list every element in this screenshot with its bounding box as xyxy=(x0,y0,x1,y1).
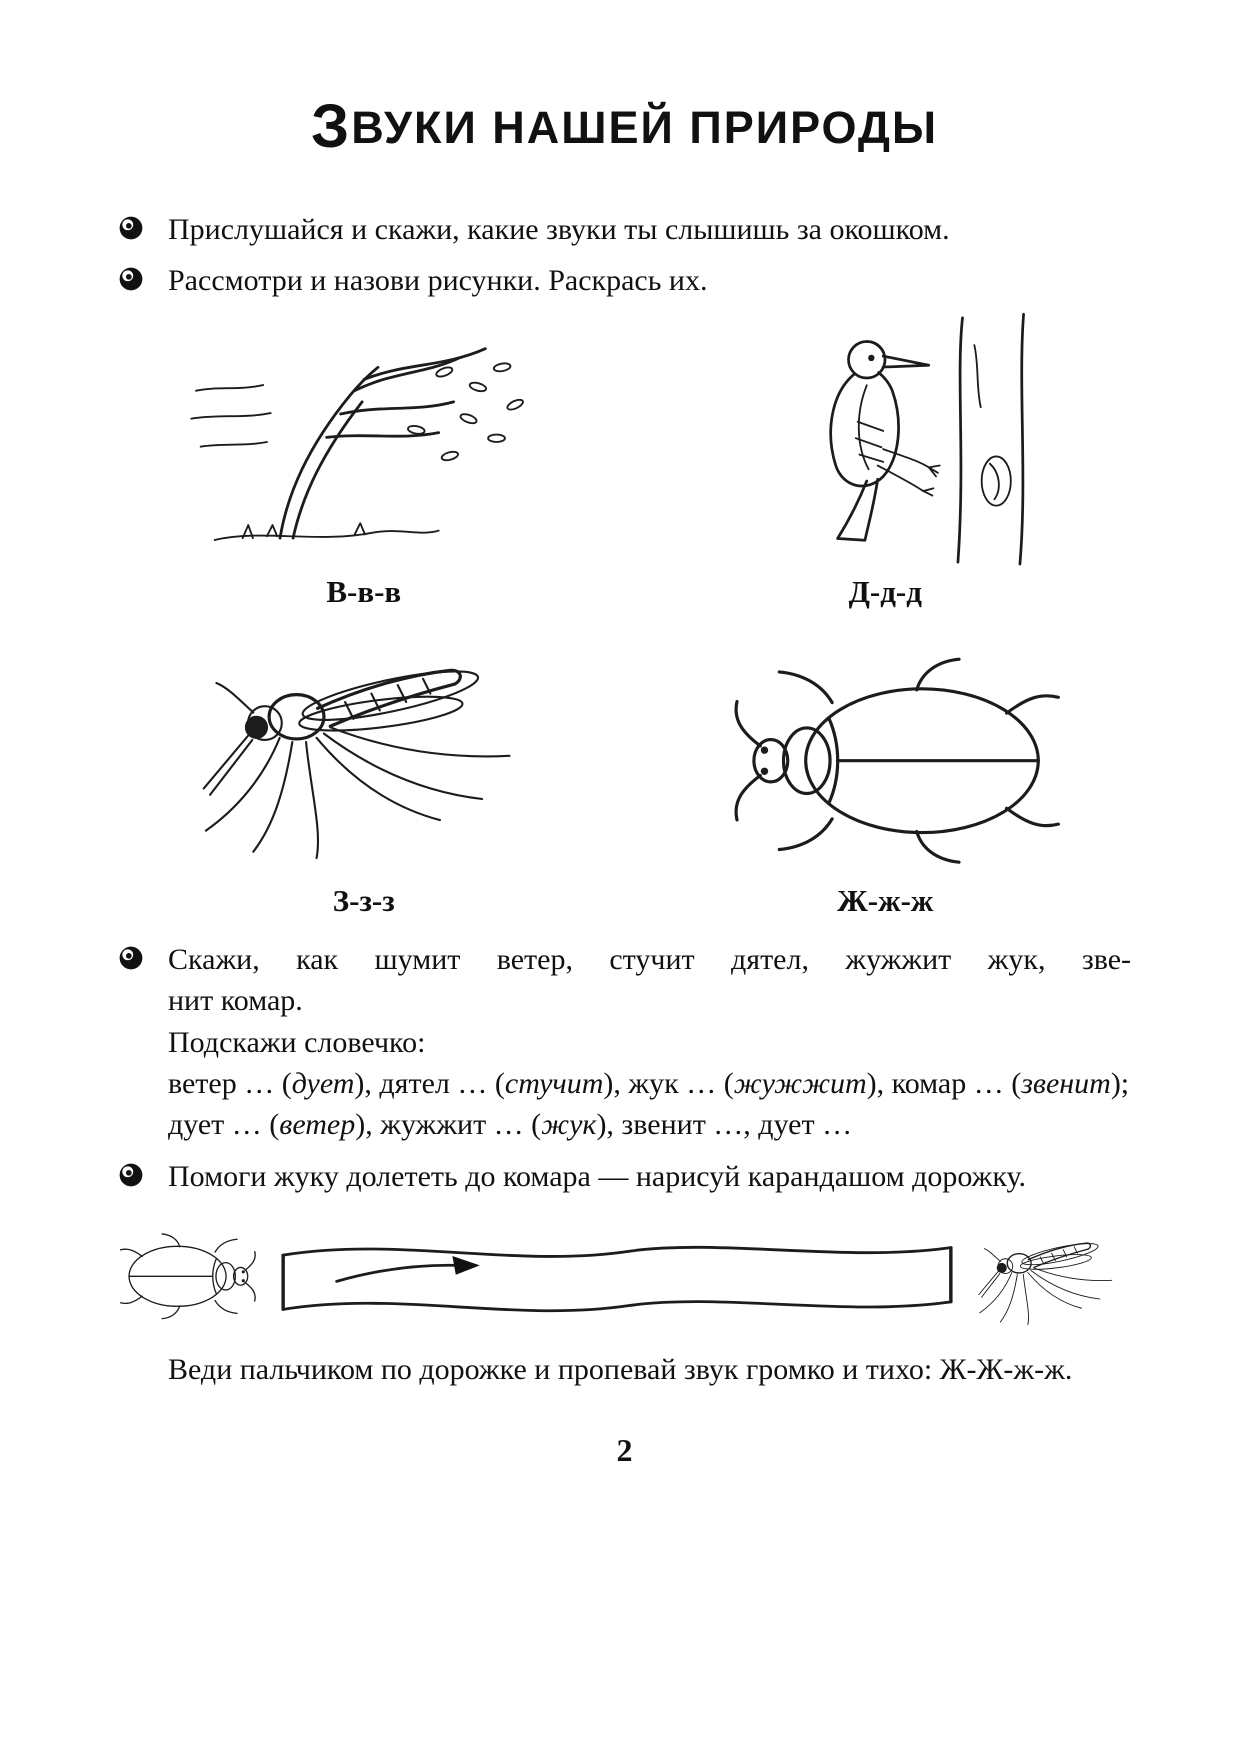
path-exercise xyxy=(118,1223,1131,1333)
answer-word: ветер xyxy=(279,1108,356,1142)
task-draw-path xyxy=(118,1156,1131,1197)
small-mosquito-drawing xyxy=(966,1223,1131,1333)
task-draw-path-text: Помоги жуку долететь до комара — нарисуй карандашом дорожку. xyxy=(168,1159,1027,1193)
sentence-line: Скажи, как шумит ветер, стучит дятел, жужжит жук, зве- xyxy=(168,942,1131,976)
figure-woodpecker xyxy=(640,312,1132,610)
answer-word: жук xyxy=(541,1108,597,1142)
text-segment: ), комар … ( xyxy=(866,1066,1022,1100)
figure-wind-tree xyxy=(118,312,610,610)
bullet-icon xyxy=(118,1156,168,1188)
bullet-icon xyxy=(118,209,168,241)
caption-beetle: Ж-ж-ж xyxy=(837,882,934,918)
answer-word: жужжит xyxy=(733,1066,867,1100)
task-listen-text: Прислушайся и скажи, какие звуки ты слышишь за окошком. xyxy=(168,213,950,246)
text-segment: ); xyxy=(1110,1066,1130,1100)
text-segment: ветер … ( xyxy=(168,1066,292,1100)
sentence-line: нит комар. xyxy=(168,984,303,1018)
figures-grid xyxy=(118,312,1131,919)
fill-in-row-2 xyxy=(168,1104,1131,1145)
mosquito-drawing xyxy=(174,624,554,877)
caption-wind: В-в-в xyxy=(326,573,402,609)
caption-woodpecker: Д-д-д xyxy=(848,573,922,609)
final-instruction: Веди пальчиком по дорожке и пропевай звук громко и тихо: Ж-Ж-ж-ж. xyxy=(168,1353,1073,1387)
text-segment: ), жужжит … ( xyxy=(355,1108,542,1142)
small-beetle-drawing xyxy=(118,1232,268,1325)
text-segment: ), дятел … ( xyxy=(354,1066,505,1100)
fill-in-row-1 xyxy=(168,1063,1131,1104)
direction-arrow xyxy=(337,1265,459,1281)
bullet-icon xyxy=(118,939,168,971)
wind-tree-drawing xyxy=(169,316,559,568)
title-rest: ВУКИ НАШЕЙ ПРИРОДЫ xyxy=(351,102,939,153)
text-segment: дует … ( xyxy=(168,1108,280,1142)
answer-word: звенит xyxy=(1021,1066,1111,1100)
task-say-sounds-text xyxy=(168,939,1131,1146)
prompt-line: Подскажи словечко: xyxy=(168,1025,426,1059)
answer-word: стучит xyxy=(504,1066,604,1100)
page-title xyxy=(118,92,1131,160)
text-segment: ), звенит …, дует … xyxy=(596,1108,853,1142)
bullet-icon xyxy=(118,260,168,292)
page-number: 2 xyxy=(616,1431,633,1468)
figure-beetle xyxy=(640,624,1132,919)
path-ribbon xyxy=(274,1227,960,1330)
task-look-text: Рассмотри и назови рисунки. Раскрась их. xyxy=(168,264,708,298)
task-look xyxy=(118,260,1131,301)
task-say-sounds xyxy=(118,939,1131,1146)
caption-mosquito: З-з-з xyxy=(332,882,395,918)
title-initial-letter: З xyxy=(310,92,352,160)
woodpecker-drawing xyxy=(730,312,1040,568)
arrow-head xyxy=(452,1256,479,1275)
beetle-drawing xyxy=(705,655,1065,877)
task-listen xyxy=(118,209,1131,250)
answer-word: дует xyxy=(291,1066,355,1100)
figure-mosquito xyxy=(118,624,610,919)
text-segment: ), жук … ( xyxy=(603,1066,734,1100)
